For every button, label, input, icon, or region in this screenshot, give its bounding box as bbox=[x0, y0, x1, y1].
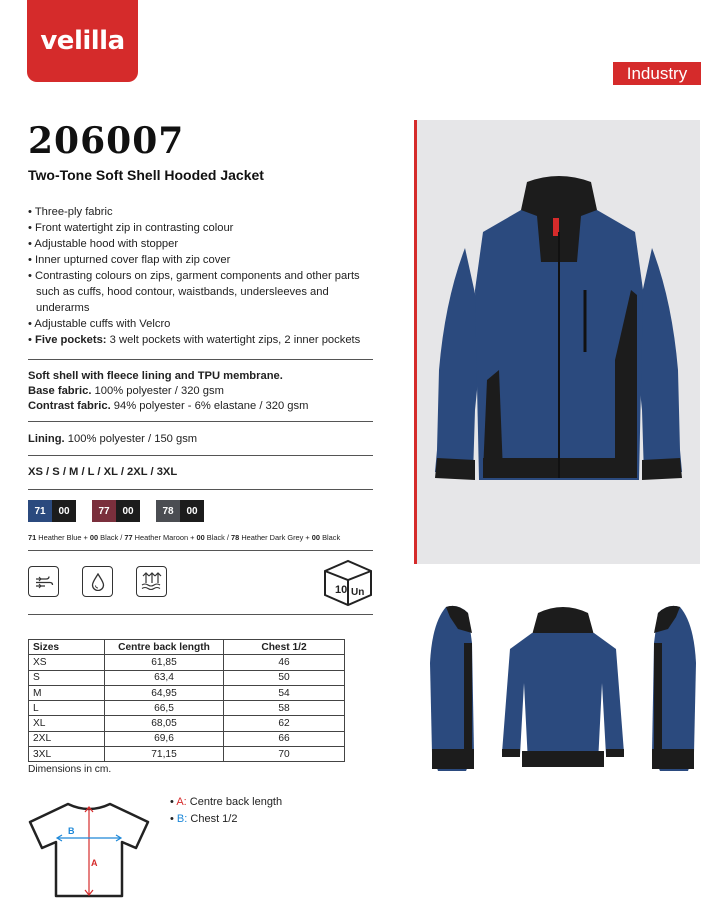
table-cell: L bbox=[29, 701, 105, 716]
legend-name: Black / bbox=[204, 533, 232, 542]
table-row bbox=[29, 747, 345, 762]
package-quantity-icon bbox=[322, 558, 374, 613]
wind-icon bbox=[28, 566, 59, 597]
table-row bbox=[29, 655, 345, 670]
legend-name: Heather Maroon + bbox=[132, 533, 197, 542]
color-legend bbox=[28, 533, 340, 542]
color-swatches bbox=[28, 500, 204, 522]
table-row bbox=[29, 670, 345, 685]
legend-item-b: • B: Chest 1/2 bbox=[170, 813, 238, 825]
legend-key-a: A: bbox=[176, 796, 187, 808]
divider bbox=[28, 359, 373, 360]
contrast-fabric-label: Contrast fabric. bbox=[28, 400, 111, 412]
divider bbox=[28, 421, 373, 422]
swatch-heather-dark-grey[interactable] bbox=[156, 500, 204, 522]
table-cell: 63,4 bbox=[105, 670, 224, 685]
legend-code: 00 bbox=[196, 533, 205, 542]
fabric-info bbox=[28, 369, 308, 414]
feature-item: • Three-ply fabric bbox=[28, 204, 373, 220]
fabric-heading: Soft shell with fleece lining and TPU membrane. bbox=[28, 370, 283, 382]
table-cell: 50 bbox=[224, 670, 345, 685]
legend-text-b: Chest 1/2 bbox=[187, 813, 238, 825]
feature-item: • Inner upturned cover flap with zip cover bbox=[28, 252, 373, 268]
contrast-fabric-text: 94% polyester - 6% elastane / 320 gsm bbox=[110, 400, 309, 412]
legend-code: 00 bbox=[311, 533, 321, 542]
box-unit: Un bbox=[351, 587, 365, 598]
water-drop-icon bbox=[82, 566, 113, 597]
feature-item: • Adjustable cuffs with Velcro bbox=[28, 316, 373, 332]
table-cell: 58 bbox=[224, 701, 345, 716]
brand-logo bbox=[27, 0, 138, 82]
swatch-black-code: 00 bbox=[52, 500, 76, 522]
legend-code: 71 bbox=[28, 533, 37, 542]
legend-key-b: B: bbox=[176, 813, 188, 825]
legend-code: 78 bbox=[231, 533, 240, 542]
table-cell: 64,95 bbox=[105, 685, 224, 700]
table-cell: XS bbox=[29, 655, 105, 670]
brand-logo-text: velilla bbox=[40, 26, 125, 56]
table-row bbox=[29, 716, 345, 731]
category-badge: Industry bbox=[613, 62, 701, 85]
property-icons bbox=[28, 566, 167, 597]
measurement-diagram bbox=[26, 798, 152, 903]
base-fabric-label: Base fabric. bbox=[28, 385, 92, 397]
feature-item: • Contrasting colours on zips, garment components and other parts such as cuffs, hood contour, waistbands, undersleeves and underarms bbox=[28, 268, 373, 316]
measurement-legend bbox=[170, 794, 282, 828]
legend-name: Black / bbox=[98, 533, 125, 542]
feature-list bbox=[28, 204, 373, 348]
table-row bbox=[29, 701, 345, 716]
feature-item: • Adjustable hood with stopper bbox=[28, 236, 373, 252]
divider bbox=[28, 489, 373, 490]
pockets-text: 3 welt pockets with watertight zips, 2 inner pockets bbox=[106, 334, 361, 346]
divider bbox=[28, 550, 373, 551]
table-header-row bbox=[29, 640, 345, 655]
table-cell: 69,6 bbox=[105, 731, 224, 746]
swatch-color-code: 78 bbox=[156, 500, 180, 522]
table-cell: 54 bbox=[224, 685, 345, 700]
legend-code: 77 bbox=[124, 533, 133, 542]
table-cell: 66,5 bbox=[105, 701, 224, 716]
base-fabric-text: 100% polyester / 320 gsm bbox=[91, 385, 224, 397]
dimensions-note: Dimensions in cm. bbox=[28, 764, 112, 775]
table-cell: S bbox=[29, 670, 105, 685]
lining-text: 100% polyester / 150 gsm bbox=[64, 433, 198, 445]
size-table bbox=[28, 639, 345, 762]
table-cell: 70 bbox=[224, 747, 345, 762]
divider bbox=[28, 614, 373, 615]
table-cell: 2XL bbox=[29, 731, 105, 746]
swatch-color-code: 77 bbox=[92, 500, 116, 522]
table-cell: 62 bbox=[224, 716, 345, 731]
legend-name: Heather Dark Grey + bbox=[239, 533, 312, 542]
divider bbox=[28, 455, 373, 456]
legend-text-a: Centre back length bbox=[186, 796, 283, 808]
feature-item: • Front watertight zip in contrasting colour bbox=[28, 220, 373, 236]
product-photo-front bbox=[417, 120, 700, 564]
column-header: Centre back length bbox=[105, 640, 224, 655]
product-photo-side-right bbox=[646, 603, 698, 780]
table-row bbox=[29, 685, 345, 700]
product-photo-back bbox=[498, 603, 628, 778]
breathable-icon bbox=[136, 566, 167, 597]
swatch-black-code: 00 bbox=[180, 500, 204, 522]
table-cell: 71,15 bbox=[105, 747, 224, 762]
legend-code: 00 bbox=[89, 533, 99, 542]
table-cell: 68,05 bbox=[105, 716, 224, 731]
swatch-heather-blue[interactable] bbox=[28, 500, 76, 522]
legend-name: Black bbox=[320, 533, 341, 542]
pockets-label: Five pockets: bbox=[35, 334, 107, 346]
swatch-black-code: 00 bbox=[116, 500, 140, 522]
diagram-label-a: A bbox=[91, 858, 98, 868]
product-photo-side-left bbox=[428, 603, 480, 780]
column-header: Sizes bbox=[29, 640, 105, 655]
table-cell: 3XL bbox=[29, 747, 105, 762]
diagram-label-b: B bbox=[68, 826, 75, 836]
swatch-color-code: 71 bbox=[28, 500, 52, 522]
swatch-heather-maroon[interactable] bbox=[92, 500, 140, 522]
lining-label: Lining. bbox=[28, 433, 65, 445]
available-sizes: XS / S / M / L / XL / 2XL / 3XL bbox=[28, 466, 178, 478]
legend-name: Heather Blue + bbox=[36, 533, 90, 542]
lining-info bbox=[28, 433, 197, 445]
product-title: Two-Tone Soft Shell Hooded Jacket bbox=[28, 167, 264, 183]
table-row bbox=[29, 731, 345, 746]
box-quantity: 10 bbox=[335, 584, 348, 596]
table-cell: XL bbox=[29, 716, 105, 731]
table-cell: M bbox=[29, 685, 105, 700]
table-cell: 66 bbox=[224, 731, 345, 746]
column-header: Chest 1/2 bbox=[224, 640, 345, 655]
legend-item-a: • A: Centre back length bbox=[170, 796, 283, 808]
table-cell: 46 bbox=[224, 655, 345, 670]
product-code: 206007 bbox=[28, 120, 185, 162]
feature-item-pockets bbox=[28, 332, 373, 348]
table-cell: 61,85 bbox=[105, 655, 224, 670]
